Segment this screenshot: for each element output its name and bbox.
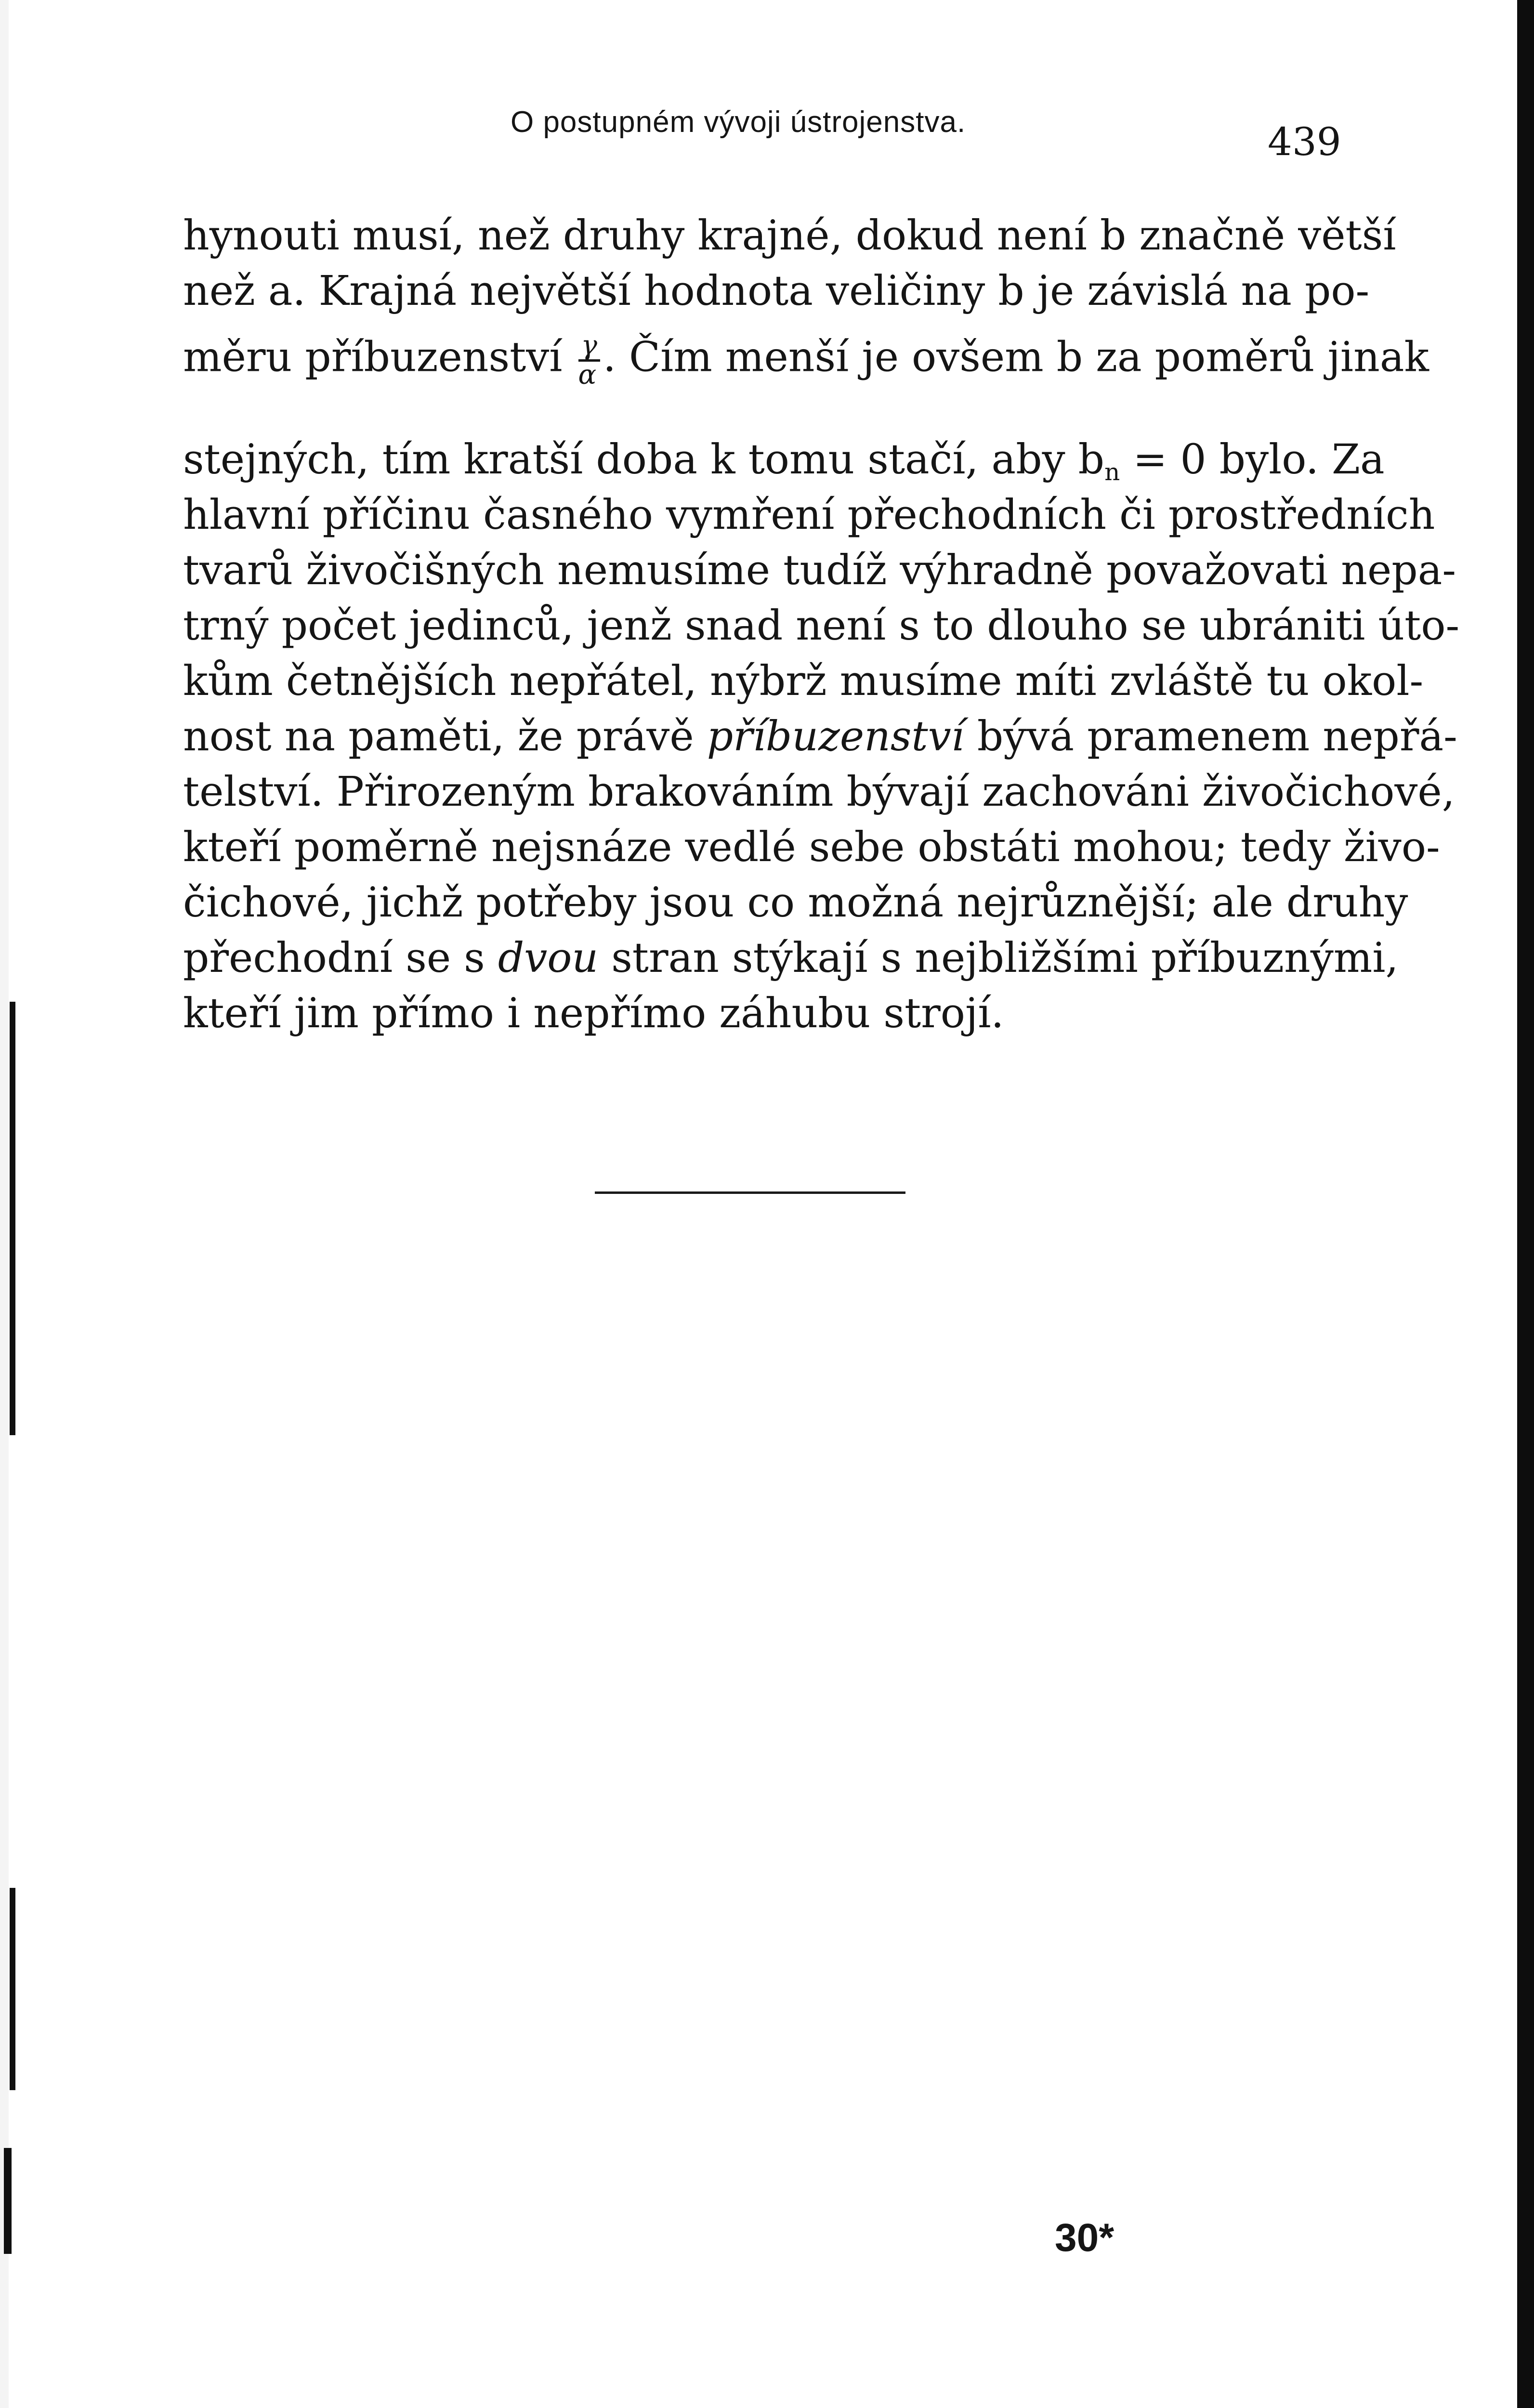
emphasized-word: dvou bbox=[498, 934, 599, 982]
text-line bbox=[183, 934, 1399, 982]
scan-edge-mark bbox=[4, 2148, 12, 2254]
text-line: kům četnějších nepřátel, nýbrž musíme míti zvláště tu okol- bbox=[183, 657, 1424, 705]
fraction-numerator: γ bbox=[578, 332, 600, 362]
text-line: hynouti musí, než druhy krajné, dokud není b značně větší bbox=[183, 212, 1396, 260]
text-segment: bývá pramenem nepřá- bbox=[964, 713, 1457, 760]
text-line: tvarů živočišných nemusíme tudíž výhradně považovati nepa- bbox=[183, 547, 1456, 594]
emphasized-word: příbuzenství bbox=[707, 713, 964, 760]
text-segment: nost na paměti, že právě bbox=[183, 713, 707, 760]
fraction-gamma-over-alpha bbox=[578, 332, 600, 389]
page-number: 439 bbox=[1268, 119, 1341, 164]
text-line bbox=[183, 436, 1385, 486]
scan-edge-mark bbox=[10, 1002, 15, 1435]
text-line bbox=[183, 330, 1429, 391]
text-line bbox=[183, 713, 1457, 761]
text-segment: = 0 bylo. Za bbox=[1120, 436, 1385, 484]
text-line: čichové, jichž potřeby jsou co možná nejrůznější; ale druhy bbox=[183, 879, 1408, 927]
text-segment: přechodní se s bbox=[183, 934, 498, 982]
scan-edge-mark bbox=[10, 1888, 15, 2090]
text-line: hlavní příčinu časného vymření přechodních či prostředních bbox=[183, 491, 1435, 539]
scan-left-edge bbox=[0, 0, 9, 2408]
text-line: než a. Krajná největší hodnota veličiny b je závislá na po- bbox=[183, 267, 1370, 315]
signature-mark: 30* bbox=[1055, 2216, 1114, 2260]
text-segment: stejných, tím kratší doba k tomu stačí, aby b bbox=[183, 436, 1105, 484]
subscript: n bbox=[1104, 458, 1120, 486]
text-line: kteří jim přímo i nepřímo záhubu strojí. bbox=[183, 990, 1004, 1037]
text-segment: stran stýkají s nejbližšími příbuznými, bbox=[598, 934, 1399, 982]
fraction-denominator: α bbox=[578, 359, 597, 391]
text-line: kteří poměrně nejsnáze vedlé sebe obstáti mohou; tedy živo- bbox=[183, 824, 1440, 871]
scan-right-border bbox=[1517, 0, 1534, 2408]
running-head: O postupném vývoji ústrojenstva. bbox=[511, 105, 966, 139]
text-segment: měru příbuzenství bbox=[183, 333, 563, 381]
text-segment: . Čím menší je ovšem b za poměrů jinak bbox=[603, 333, 1429, 381]
text-line: telství. Přirozeným brakováním bývají zachováni živočichové, bbox=[183, 768, 1455, 816]
section-end-rule bbox=[595, 1191, 905, 1194]
text-line: trný počet jedinců, jenž snad není s to dlouho se ubrániti úto- bbox=[183, 602, 1460, 650]
